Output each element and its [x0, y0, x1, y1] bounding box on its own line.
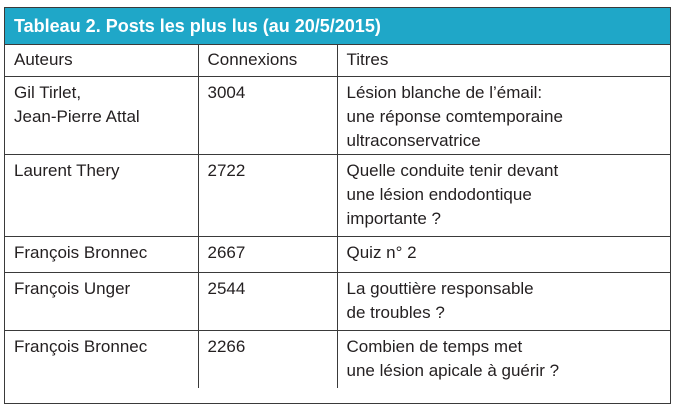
title-line: de troubles ? — [346, 302, 445, 322]
title-line: une lésion apicale à guérir ? — [346, 360, 560, 380]
title-cell — [337, 272, 670, 330]
header-authors: Auteurs — [5, 45, 198, 76]
author-cell — [5, 76, 198, 154]
table-row — [5, 154, 670, 236]
author-cell — [5, 330, 198, 388]
connexions-cell: 2722 — [198, 154, 337, 236]
header-titles: Titres — [337, 45, 670, 76]
table-row — [5, 76, 670, 154]
table-row — [5, 236, 670, 272]
title-cell — [337, 76, 670, 154]
title-line: une lésion endodontique — [346, 184, 532, 204]
connexions-cell: 2266 — [198, 330, 337, 388]
connexions-cell: 2544 — [198, 272, 337, 330]
connexions-cell: 3004 — [198, 76, 337, 154]
title-line: importante ? — [346, 208, 441, 228]
title-cell — [337, 330, 670, 388]
author-line: Gil Tirlet, — [14, 82, 82, 102]
title-cell — [337, 154, 670, 236]
data-table — [5, 45, 670, 388]
title-line: Lésion blanche de l’émail: — [346, 82, 543, 102]
title-line: une réponse comtemporaine — [346, 106, 563, 126]
author-line: Jean-Pierre Attal — [14, 106, 140, 126]
table-row — [5, 272, 670, 330]
posts-table — [4, 7, 671, 404]
author-line: François Bronnec — [14, 336, 148, 356]
title-line: La gouttière responsable — [346, 278, 534, 298]
author-line: Laurent Thery — [14, 160, 120, 180]
author-cell — [5, 236, 198, 272]
table-row — [5, 330, 670, 388]
connexions-cell: 2667 — [198, 236, 337, 272]
author-line: François Bronnec — [14, 242, 148, 262]
title-cell — [337, 236, 670, 272]
author-cell — [5, 154, 198, 236]
title-line: Combien de temps met — [346, 336, 523, 356]
title-line: ultraconservatrice — [346, 130, 481, 150]
author-cell — [5, 272, 198, 330]
header-connexions: Connexions — [198, 45, 337, 76]
table-title: Tableau 2. Posts les plus lus (au 20/5/2015) — [5, 8, 670, 45]
title-line: Quiz n° 2 — [346, 242, 417, 262]
title-line: Quelle conduite tenir devant — [346, 160, 559, 180]
author-line: François Unger — [14, 278, 131, 298]
header-row — [5, 45, 670, 76]
